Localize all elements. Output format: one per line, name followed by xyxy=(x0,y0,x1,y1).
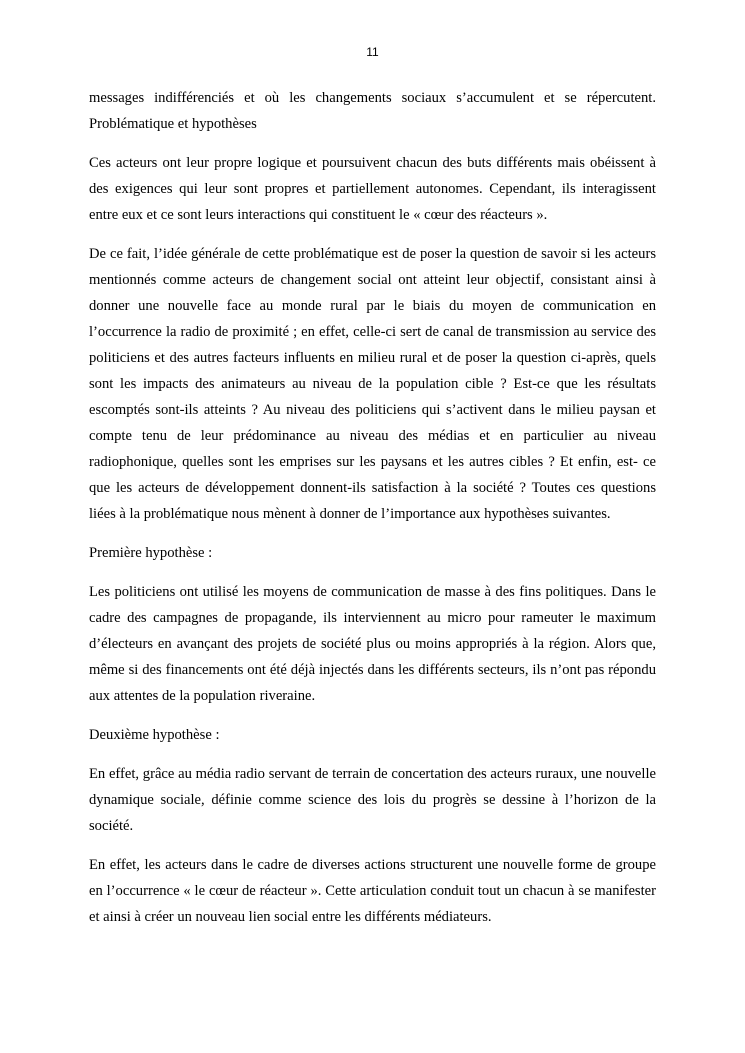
paragraph-deuxieme-hypothese: En effet, grâce au média radio servant de terrain de concertation des acteurs ruraux, une nouvelle dynamique sociale, définie comme science des lois du progrès se dessine à l’horizon de la société. xyxy=(89,766,656,834)
paragraph-problematique: De ce fait, l’idée générale de cette problématique est de poser la question de savoir si les acteurs mentionnés comme acteurs de changement social ont atteint leur objectif, consistant ainsi à donner une nouvelle face au monde rural par le biais du moyen de communication en l’occurrence la radio de proximité ; en effet, celle-ci sert de canal de transmission au service des politiciens et des autres facteurs influents en milieu rural et de poser la question ci-après, quels sont les impacts des animateurs au niveau de la population cible ? Est-ce que les résultats escomptés sont-ils atteints ? Au niveau des politiciens qui s’activent dans le milieu paysan et compte tenu de leur prédominance au niveau des médias et en particulier au niveau radiophonique, quelles sont les emprises sur les paysans et les autres cibles ? Et enfin, est- ce que les acteurs de développement donnent-ils satisfaction à la société ? Toutes ces questions liées à la problématique nous mènent à donner de l’importance aux hypothèses suivantes. xyxy=(89,246,656,522)
section-heading-problematique: Problématique et hypothèses xyxy=(89,116,257,132)
page-number: 11 xyxy=(366,45,379,59)
paragraph-acteurs: Ces acteurs ont leur propre logique et poursuivent chacun des buts différents mais obéissent à des exigences qui leur sont propres et partiellement autonomes. Cependant, ils interagissent entre eux et ce sont leurs interactions qui constituent le « cœur des réacteurs ». xyxy=(89,155,656,223)
heading-deuxieme-hypothese: Deuxième hypothèse : xyxy=(89,727,220,743)
paragraph-premiere-hypothese: Les politiciens ont utilisé les moyens de communication de masse à des fins politiques. Dans le cadre des campagnes de propagande, ils interviennent au micro pour rameuter le maximum d’électeurs en avançant des projets de société plus ou moins appropriés à la région. Alors que, même si des financements ont été déjà injectés dans les différents secteurs, ils n’ont pas répondu aux attentes de la population riveraine. xyxy=(89,584,656,704)
heading-premiere-hypothese: Première hypothèse : xyxy=(89,545,213,561)
paragraph-line: messages indifférenciés et où les changements sociaux s’accumulent et se répercutent. xyxy=(89,90,656,106)
document-body xyxy=(89,85,656,943)
paragraph-coeur-reacteur: En effet, les acteurs dans le cadre de diverses actions structurent une nouvelle forme de groupe en l’occurrence « le cœur de réacteur ». Cette articulation conduit tout un chacun à se manifester et ainsi à créer un nouveau lien social entre les différents médiateurs. xyxy=(89,857,656,925)
paragraph-continuation xyxy=(89,85,656,137)
